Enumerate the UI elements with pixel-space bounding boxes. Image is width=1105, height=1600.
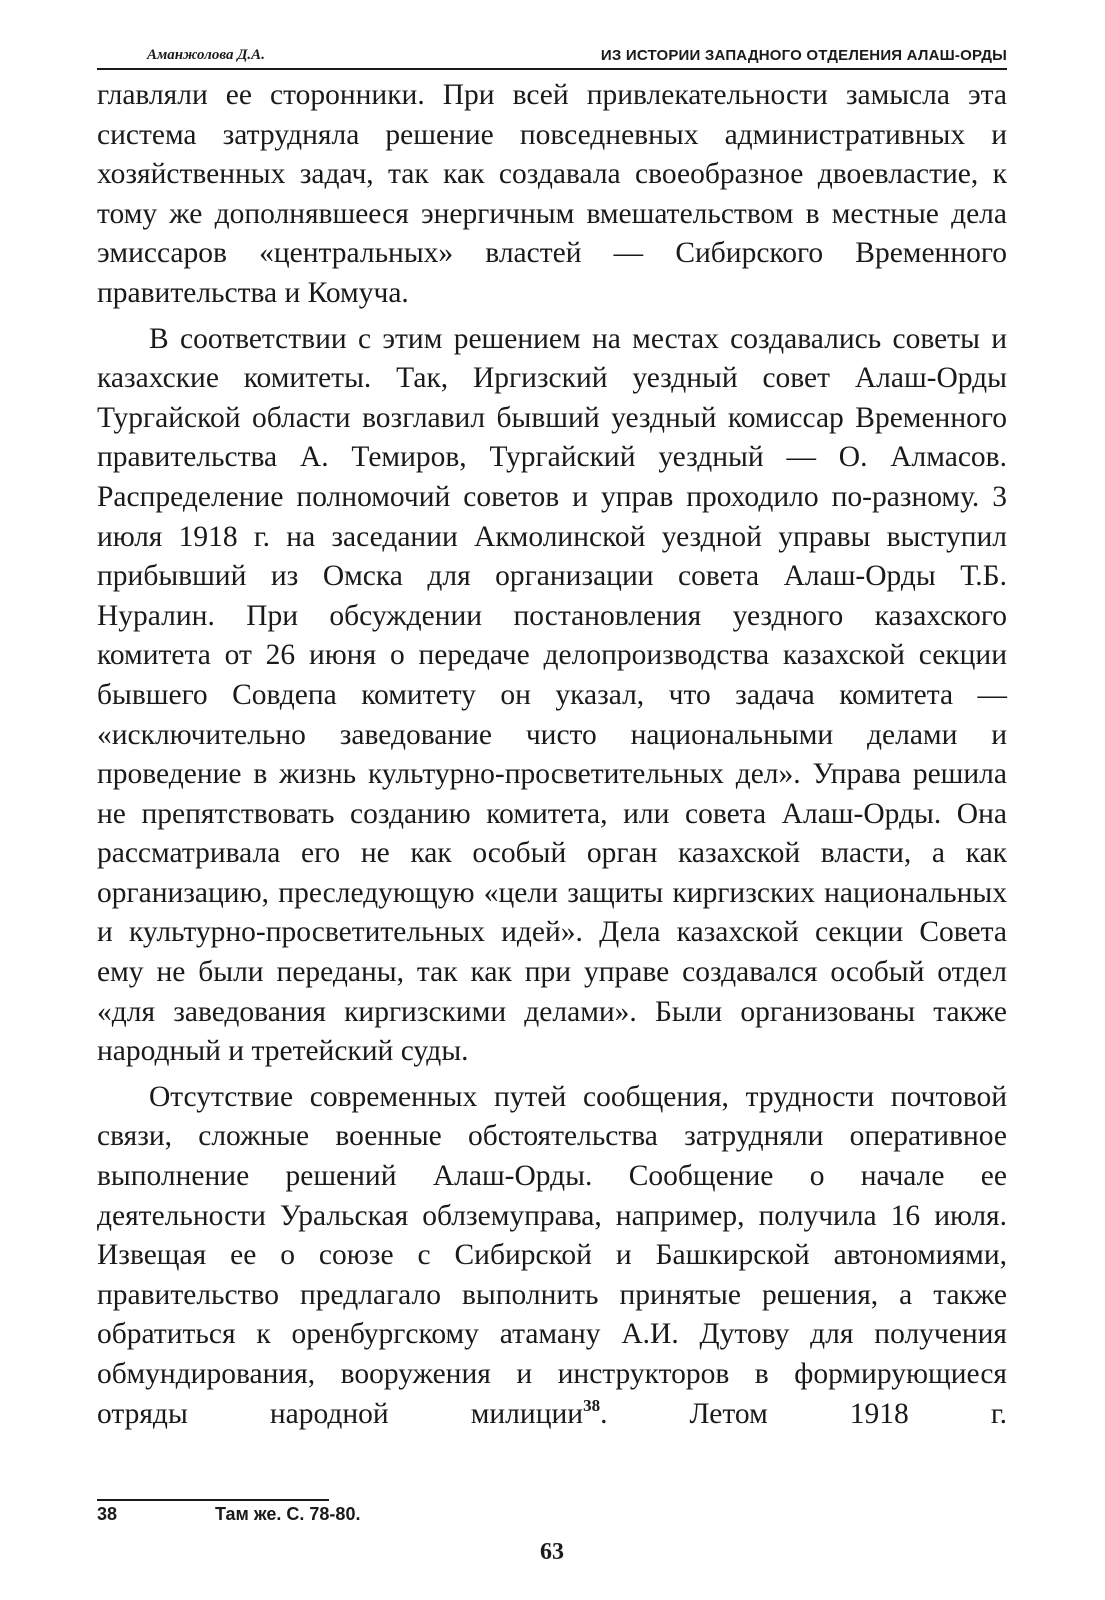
paragraph-2: В соответствии с этим решением на местах создавались советы и казахские комитеты. Так, Иргизский уездный совет Алаш-Орды Тургайской области возглавил бывший уездный комиссар Временного правительства А. Темиров, Тургайский уездный — О. Алмасов. Распределение полномочий советов и управ проходило по-разному. 3 июля 1918 г. на заседании Акмолинской уездной управы выступил прибывший из Омска для организации совета Алаш-Орды Т.Б. Нуралин. При обсуждении постановления уездного казахского комитета от 26 июня о передаче делопроизводства казахской секции бывшего Совдепа комитету он указал, что задача комитета — «исключительно заведование чисто национальными делами и проведение в жизнь культурно-просветительных дел». Управа решила не препятствовать созданию комитета, или совета Алаш-Орды. Она рассматривала его не как особый орган казахской власти, а как организацию, преследующую «цели защиты киргизских национальных и культурно-просветительных идей». Дела казахской секции Совета ему не были переданы, так как при управе создавался особый отдел «для заведования киргизскими делами». Были организованы также народный и третейский суды. xyxy=(97,322,1007,1068)
header-title: ИЗ ИСТОРИИ ЗАПАДНОГО ОТДЕЛЕНИЯ АЛАШ-ОРДЫ xyxy=(600,47,1007,64)
body-text xyxy=(97,76,1007,1434)
footnote xyxy=(97,1504,1007,1525)
paragraph-1: главляли ее сторонники. При всей привлекательности замысла эта система затрудняла решение повседневных административных и хозяйственных задач, так как создавала своеобразное двоевластие, к тому же дополнявшееся энергичным вмешательством в местные дела эмиссаров «центральных» властей — Сибирского Временного правительства и Комуча. xyxy=(97,79,1007,309)
paragraph-3-text: Отсутствие современных путей сообщения, трудности почтовой связи, сложные военные обстоятельства затрудняли оперативное выполнение решений Алаш-Орды. Сообщение о начале ее деятельности Уральская облземуправа, например, получила 16 июля. Извещая ее о союзе с Сибирской и Башкирской автономиями, правительство предлагало выполнить принятые решения, а также обратиться к оренбургскому атаману А.И. Дутову для получения обмундирования, вооружения и инструкторов в формирующиеся отряды народной милиции xyxy=(97,1080,1007,1430)
footnote-number: 38 xyxy=(97,1504,118,1524)
footnote-divider xyxy=(97,1499,329,1501)
footnote-text: Там же. С. 78-80. xyxy=(215,1504,361,1524)
page-number: 63 xyxy=(540,1539,564,1565)
paragraph-3-tail: . Летом 1918 г. xyxy=(600,1397,1008,1430)
running-header xyxy=(97,42,1007,70)
footnote-reference: 38 xyxy=(583,1395,601,1415)
header-author: Аманжолова Д.А. xyxy=(147,47,265,63)
book-page xyxy=(97,42,1007,1572)
paragraph-3 xyxy=(97,1078,1007,1434)
